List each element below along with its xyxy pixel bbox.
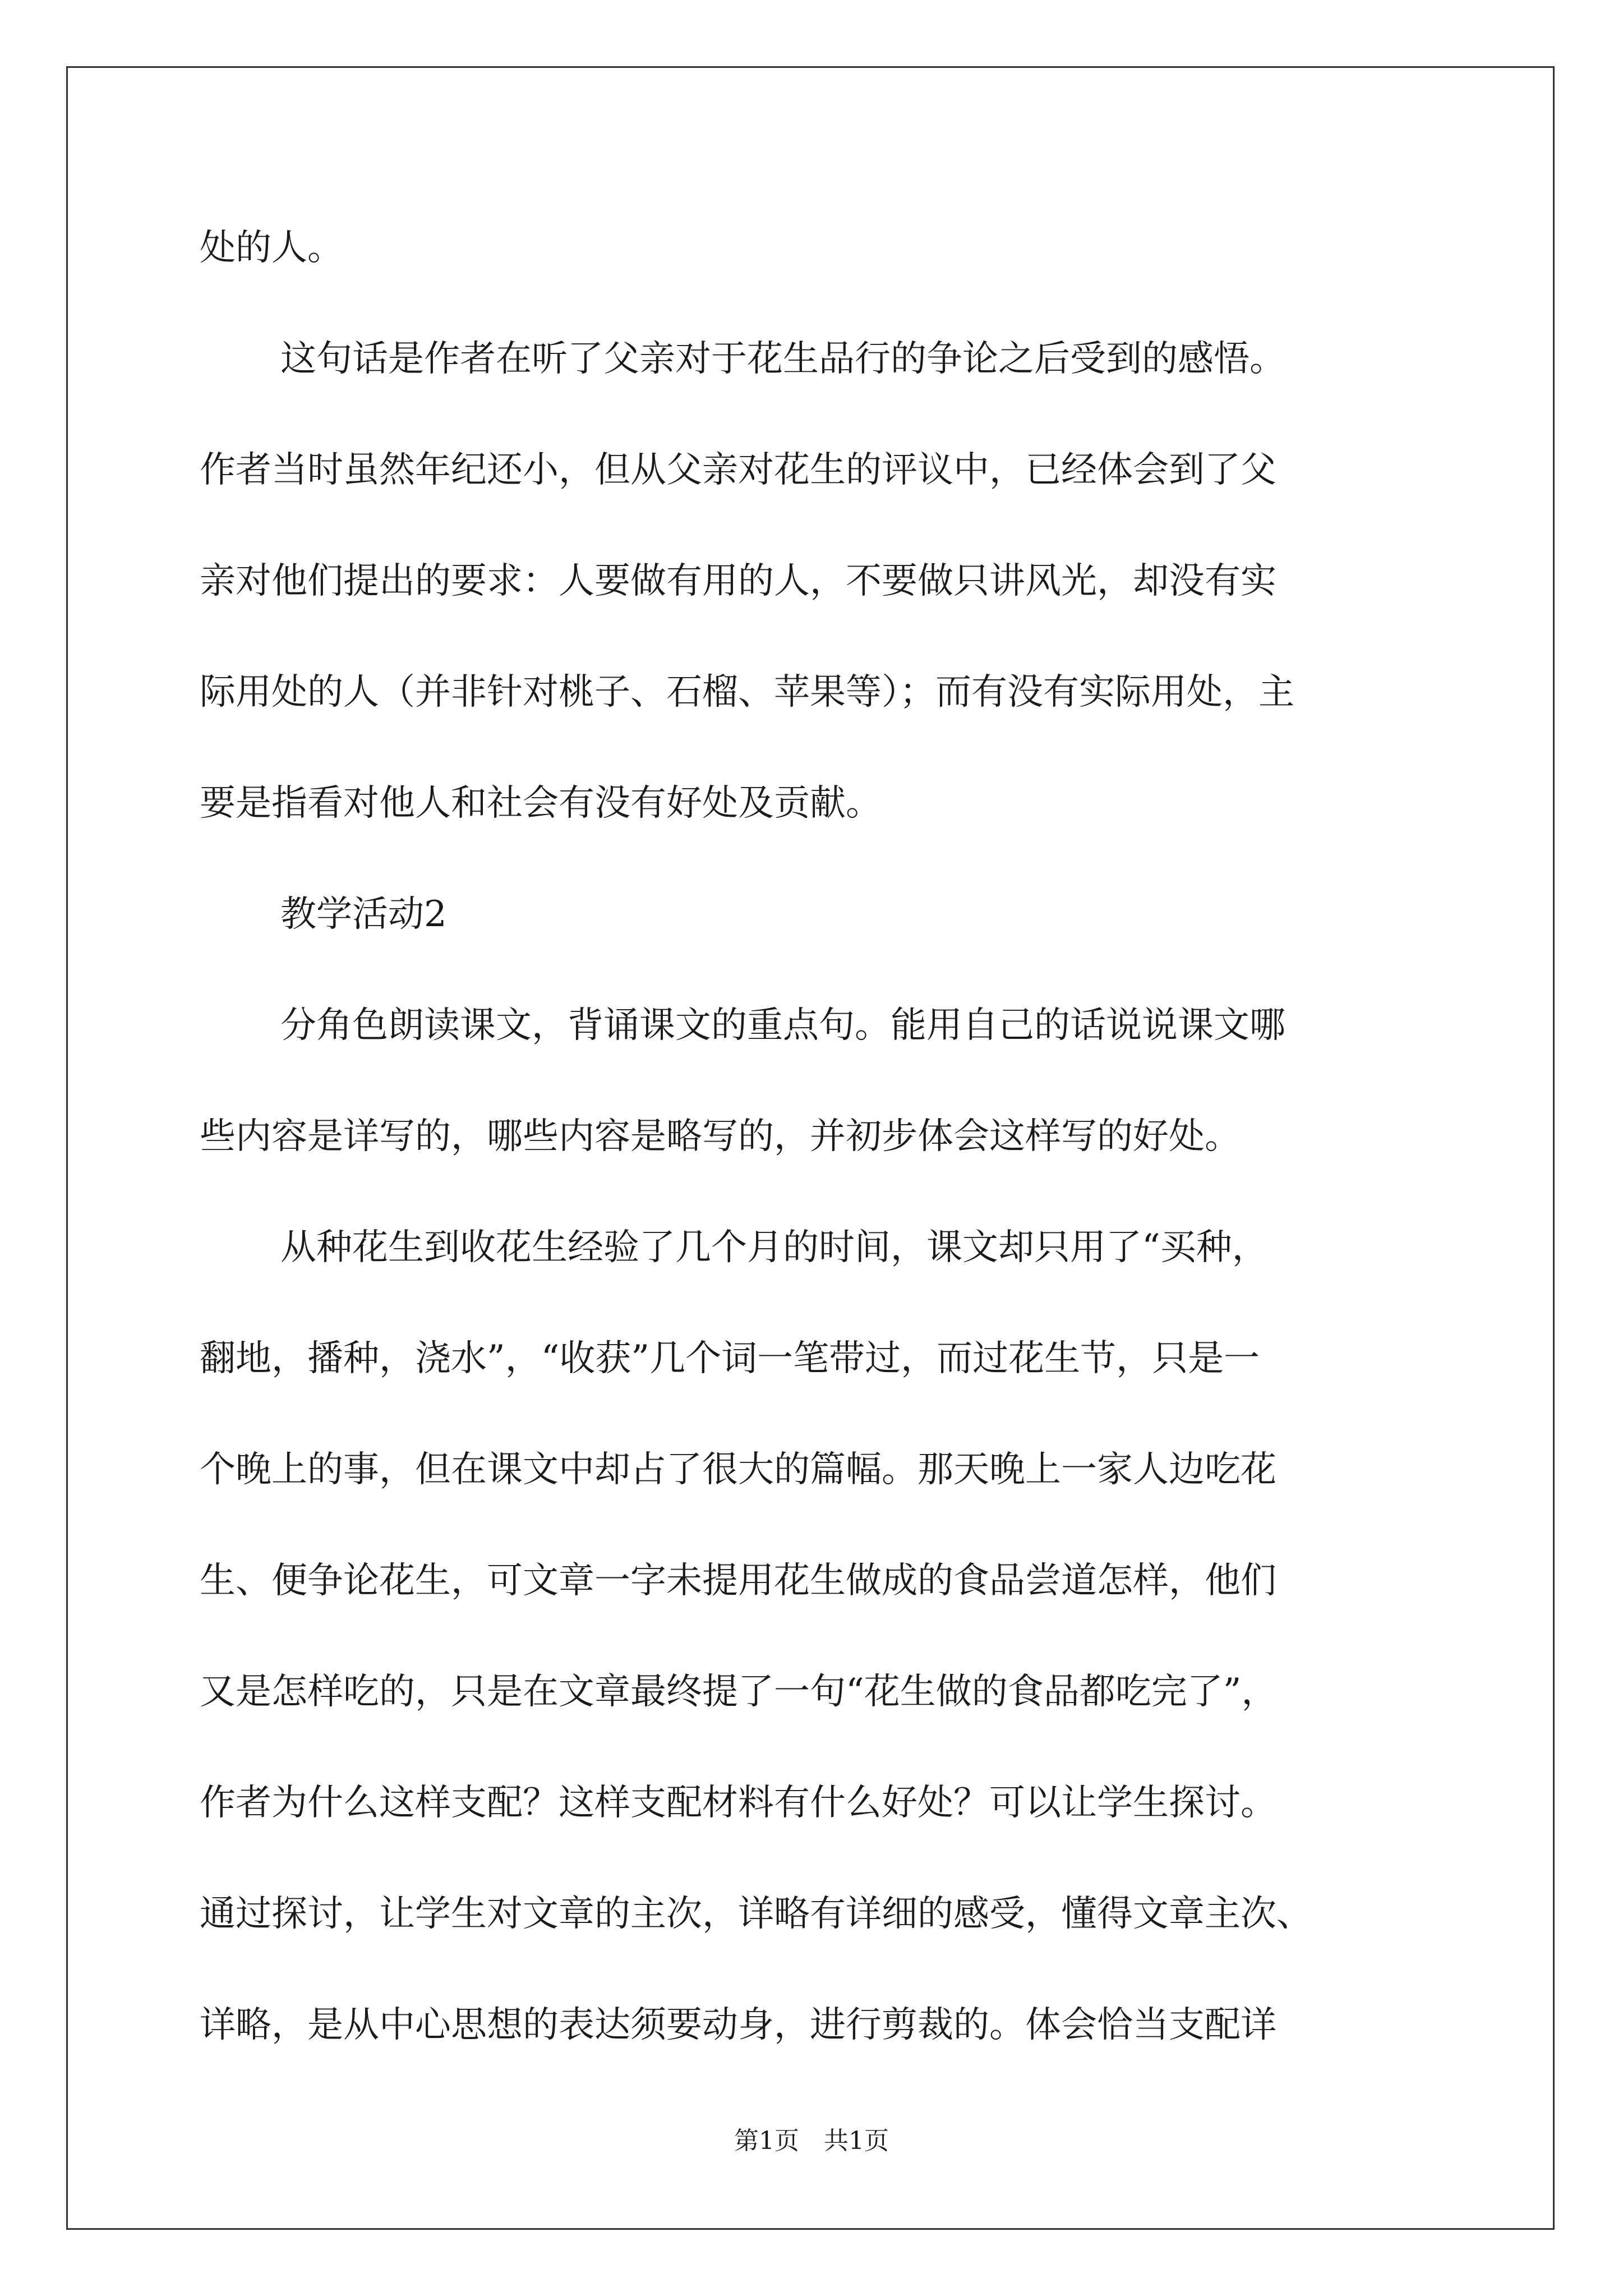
text-line: 分角色朗读课文，背诵课文的重点句。能用自己的话说说课文哪 <box>280 1005 1285 1046</box>
text-line: 通过探讨，让学生对文章的主次，详略有详细的感受，懂得文章主次、 <box>200 1893 1312 1935</box>
page-number: 第1页 共1页 <box>734 2127 889 2155</box>
text-line: 处的人。 <box>200 227 343 269</box>
text-line: 详略，是从中心思想的表达须要动身，进行剪裁的。体会恰当支配详 <box>200 2004 1276 2046</box>
text-line: 作者为什么这样支配？这样支配材料有什么好处？可以让学生探讨。 <box>200 1782 1276 1824</box>
text-line: 亲对他们提出的要求：人要做有用的人，不要做只讲风光，却没有实 <box>200 560 1276 602</box>
text-line: 个晚上的事，但在课文中却占了很大的篇幅。那天晚上一家人边吃花 <box>200 1449 1276 1490</box>
text-line: 作者当时虽然年纪还小，但从父亲对花生的评议中，已经体会到了父 <box>200 449 1276 491</box>
text-line: 要是指看对他人和社会有没有好处及贡献。 <box>200 783 882 824</box>
text-line: 些内容是详写的，哪些内容是略写的，并初步体会这样写的好处。 <box>200 1116 1241 1157</box>
text-line: 生、便争论花生，可文章一字未提用花生做成的食品尝道怎样，他们 <box>200 1560 1276 1602</box>
text-line: 这句话是作者在听了父亲对于花生品行的争论之后受到的感悟。 <box>280 338 1285 380</box>
text-line: 又是怎样吃的，只是在文章最终提了一句“花生做的食品都吃完了”， <box>200 1671 1278 1713</box>
text-line: 从种花生到收花生经验了几个月的时间，课文却只用了“买种， <box>280 1227 1268 1268</box>
text-line: 翻地，播种，浇水”，“收获”几个词一笔带过，而过花生节，只是一 <box>200 1338 1260 1379</box>
text-line: 际用处的人（并非针对桃子、石榴、苹果等）；而有没有实际用处，主 <box>200 671 1294 713</box>
section-heading: 教学活动2 <box>280 894 447 935</box>
